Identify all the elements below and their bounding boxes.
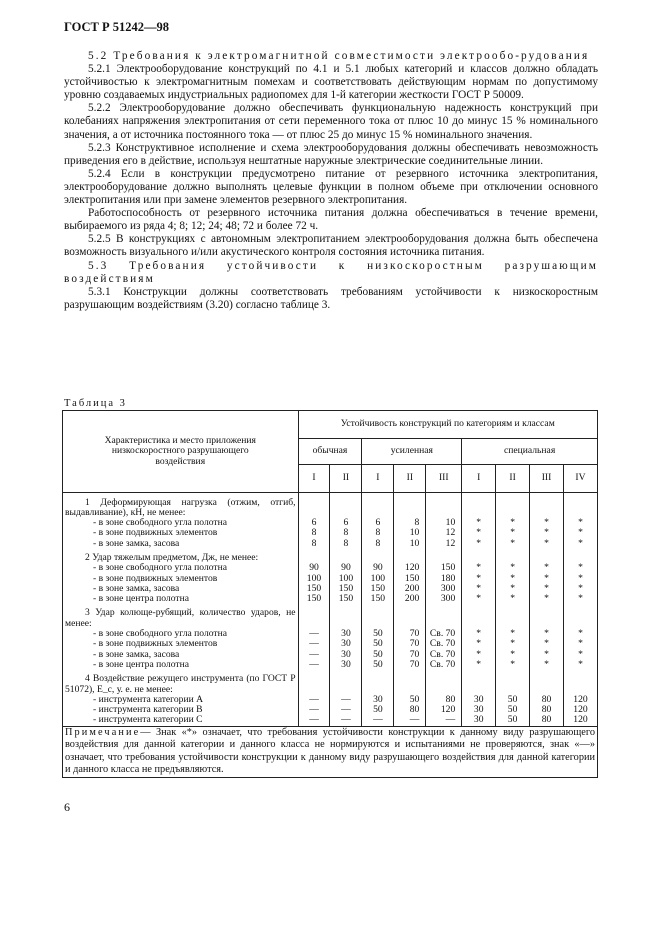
header-characteristic: Характеристика и место приложения низкоскоростного разрушающего воздействия [63,411,299,493]
paragraph: 5.2.3 Конструктивное исполнение и схема электрооборудования должны обеспечивать невозможность приведения его в действие, используя нештатные наружные электрические соединительные линии. [64,141,598,167]
paragraph: 5.2.4 Если в конструкции предусмотрено питание от резервного источника электропитания, электрооборудование должно выполнять целевые функции в полном объеме при отключении основного электропитания или при замене элементов резервного электропитания. [64,167,598,207]
table-cell: * [496,629,530,639]
table-cell: 150 [394,574,426,584]
table-cell: Св. 70 [426,650,462,660]
table-cell: 300 [426,584,462,594]
table-cell: 8 [298,528,330,538]
table-cell: * [462,594,496,604]
table-cell: * [530,539,564,549]
section-heading: 5.3 Требования устойчивости к низкоскоростным разрушающим воздействиям [64,259,598,285]
table-cell: 150 [330,584,362,594]
table-row: - в зоне центра полотна — 30 50 70 Св. 70 * * * * [63,660,598,670]
class-header: III [426,465,462,493]
table-cell: 150 [298,584,330,594]
class-header: I [298,465,330,493]
table-cell: 10 [394,539,426,549]
table-cell: * [462,660,496,670]
table-cell: * [496,584,530,594]
table-cell: 80 [394,705,426,715]
table-row: - в зоне свободного угла полотна 90 90 90 120 150 * * * * [63,563,598,573]
class-header: I [462,465,496,493]
table-cell: 50 [362,639,394,649]
table-cell: 30 [330,629,362,639]
table-cell: * [563,650,597,660]
table-cell: * [563,660,597,670]
table-cell: 120 [563,715,597,726]
table-cell: * [530,528,564,538]
table-cell: 70 [394,650,426,660]
table-cell: * [462,518,496,528]
table-cell: 120 [563,695,597,705]
table-cell: * [530,650,564,660]
table-cell: * [462,539,496,549]
table-group-title: 3 Удар колюще-рубящий, количество ударов, не менее: [63,608,598,629]
table-row: - инструмента категории С — — — — — 30 50 80 120 [63,715,598,726]
table-cell: 10 [394,528,426,538]
table-cell: — [298,629,330,639]
table-cell: * [563,528,597,538]
table-caption: Таблица 3 [64,398,127,409]
table-cell: 10 [426,518,462,528]
table-cell: — [298,639,330,649]
document-header: ГОСТ Р 51242—98 [64,20,170,34]
table-cell: 120 [563,705,597,715]
table-cell: 150 [362,584,394,594]
paragraph: Работоспособность от резервного источника питания должна обеспечиваться в течение времени, выбираемого из ряда 4; 8; 12; 24; 48; 72 и более 72 ч. [64,207,598,233]
table-cell: * [462,584,496,594]
table-cell: * [530,629,564,639]
table-cell: 200 [394,584,426,594]
table-group-title: 1 Деформирующая нагрузка (отжим, отгиб, выдавливание), кН, не менее: [63,498,598,519]
table-cell: * [462,528,496,538]
table-cell: — [298,715,330,726]
table-cell: — [298,660,330,670]
table-cell: — [298,705,330,715]
table-cell: 8 [330,539,362,549]
table-cell: * [462,574,496,584]
table-cell: * [530,584,564,594]
table-cell: 30 [462,695,496,705]
requirements-table [62,410,598,778]
table-cell: * [563,584,597,594]
table-cell: 8 [394,518,426,528]
table-cell: * [563,639,597,649]
table-cell: * [462,650,496,660]
table-cell: 150 [298,594,330,604]
table-cell: 120 [426,705,462,715]
table-cell: * [530,563,564,573]
paragraph: 5.2.1 Электрооборудование конструкций по 4.1 и 5.1 любых категорий и классов должно обладать устойчивостью к электромагнитным помехам и соответствовать действующим нормам по допустимому уровню создаваемых индустриальных радиопомех для 1-й категории жесткости ГОСТ Р 50009. [64,63,598,102]
table-cell: — [298,650,330,660]
table-cell: 70 [394,629,426,639]
table-cell: Св. 70 [426,629,462,639]
table-row: - в зоне подвижных элементов 8 8 8 10 12 * * * * [63,528,598,538]
table-cell: * [530,594,564,604]
table-cell: * [496,650,530,660]
table-row: - в зоне подвижных элементов — 30 50 70 Св. 70 * * * * [63,639,598,649]
table-cell: * [563,563,597,573]
paragraph: 5.2.2 Электрооборудование должно обеспечивать функциональную надежность конструкций при колебаниях напряжения электропитания от сети переменного тока от плюс 10 до минус 15 % номинального значения, а от источника постоянного тока — от плюс 25 до минус 15 % номинального значения. [64,102,598,141]
table-cell: 50 [496,695,530,705]
table-cell: — [426,715,462,726]
table-cell: * [563,574,597,584]
table-cell: — [362,715,394,726]
table-group-title: 2 Удар тяжелым предметом, Дж, не менее: [63,553,598,563]
table-cell: 80 [530,715,564,726]
table-cell: 150 [362,594,394,604]
page-number: 6 [64,800,70,814]
class-header: IV [563,465,597,493]
table-cell: * [496,518,530,528]
table-cell: — [298,695,330,705]
table-cell: 12 [426,539,462,549]
paragraph: 5.2.5 В конструкциях с автономным электропитанием электрооборудования должна быть обеспечена возможность визуального и/или акустического контроля состояния источника питания. [64,233,598,259]
table-cell: * [496,574,530,584]
table-cell: 80 [426,695,462,705]
table-cell: 50 [362,650,394,660]
table-cell: 6 [330,518,362,528]
class-header: II [496,465,530,493]
table-cell: 300 [426,594,462,604]
table-cell: 50 [362,705,394,715]
table-cell: 200 [394,594,426,604]
class-header: I [362,465,394,493]
header-resistance: Устойчивость конструкций по категориям и классам [298,411,597,439]
table-cell: 80 [530,705,564,715]
table-cell: 6 [362,518,394,528]
table-cell: 50 [362,629,394,639]
table-cell: * [462,563,496,573]
table-cell: * [530,518,564,528]
category-enhanced: усиленная [362,439,462,465]
table-cell: * [496,660,530,670]
table-row: - инструмента категории А — — 30 50 80 30 50 80 120 [63,695,598,705]
table-cell: 50 [496,715,530,726]
table-row: - в зоне подвижных элементов 100 100 100 150 180 * * * * [63,574,598,584]
table-row: - инструмента категории В — — 50 80 120 30 50 80 120 [63,705,598,715]
table-row: - в зоне свободного угла полотна — 30 50 70 Св. 70 * * * * [63,629,598,639]
table-cell: 30 [330,639,362,649]
table-cell: 50 [394,695,426,705]
table-cell: 100 [362,574,394,584]
table-cell: — [330,695,362,705]
table-cell: — [394,715,426,726]
class-header: II [394,465,426,493]
class-header: II [330,465,362,493]
category-special: специальная [462,439,598,465]
table-cell: * [563,518,597,528]
table-cell: * [462,639,496,649]
table-cell: * [563,629,597,639]
table-cell: 100 [330,574,362,584]
table-group-title: 4 Воздействие режущего инструмента (по ГОСТ Р 51072), Е_c, у. е. не менее: [63,674,598,695]
table-cell: 30 [362,695,394,705]
table-cell: Св. 70 [426,660,462,670]
table-cell: 8 [362,528,394,538]
table-cell: * [462,629,496,639]
table-cell: 120 [394,563,426,573]
table-cell: 80 [530,695,564,705]
table-cell: * [530,574,564,584]
table-row: - в зоне замка, засова 150 150 150 200 300 * * * * [63,584,598,594]
table-cell: 50 [362,660,394,670]
table-cell: 90 [330,563,362,573]
class-header: III [530,465,564,493]
table-cell: Св. 70 [426,639,462,649]
paragraph: 5.3.1 Конструкции должны соответствовать требованиям устойчивости к низкоскоростным разрушающим воздействиям (3.20) согласно таблице 3. [64,285,598,311]
category-ordinary: обычная [298,439,362,465]
table-cell: * [496,594,530,604]
table-cell: 8 [362,539,394,549]
table-row: - в зоне замка, засова — 30 50 70 Св. 70 * * * * [63,650,598,660]
table-cell: 150 [426,563,462,573]
table-cell: * [496,539,530,549]
table-cell: 180 [426,574,462,584]
table-cell: 12 [426,528,462,538]
table-cell: 8 [330,528,362,538]
table-cell: 30 [330,650,362,660]
table-cell: 30 [462,705,496,715]
section-heading: 5.2 Требования к электромагнитной совместимости электрообо-рудования [88,50,590,62]
table-note: Примечание— Знак «*» означает, что требования устойчивости конструкции к данному виду разрушающего воздействия для данной категории и данного класса не нормируются и испытаниями не проверяются, знак «—» означает, что требования устойчивости конструкции к данному виду разрушающего воздействия для данной категории и данного класса не предъявляются. [63,726,598,777]
table-cell: 70 [394,639,426,649]
table-cell: 30 [330,660,362,670]
table-cell: 70 [394,660,426,670]
table-cell: — [330,715,362,726]
table-cell: — [330,705,362,715]
table-row: - в зоне замка, засова 8 8 8 10 12 * * * * [63,539,598,549]
table-cell: * [563,594,597,604]
table-cell: * [496,563,530,573]
table-cell: * [563,539,597,549]
table-row: - в зоне центра полотна 150 150 150 200 300 * * * * [63,594,598,604]
table-cell: * [530,639,564,649]
table-cell: 100 [298,574,330,584]
table-cell: * [496,639,530,649]
table-cell: 50 [496,705,530,715]
table-cell: * [496,528,530,538]
table-cell: 150 [330,594,362,604]
table-cell: 8 [298,539,330,549]
table-cell: 90 [362,563,394,573]
table-cell: 30 [462,715,496,726]
table-cell: 90 [298,563,330,573]
table-cell: 6 [298,518,330,528]
table-row: - в зоне свободного угла полотна 6 6 6 8 10 * * * * [63,518,598,528]
table-cell: * [530,660,564,670]
body-text [64,50,598,312]
